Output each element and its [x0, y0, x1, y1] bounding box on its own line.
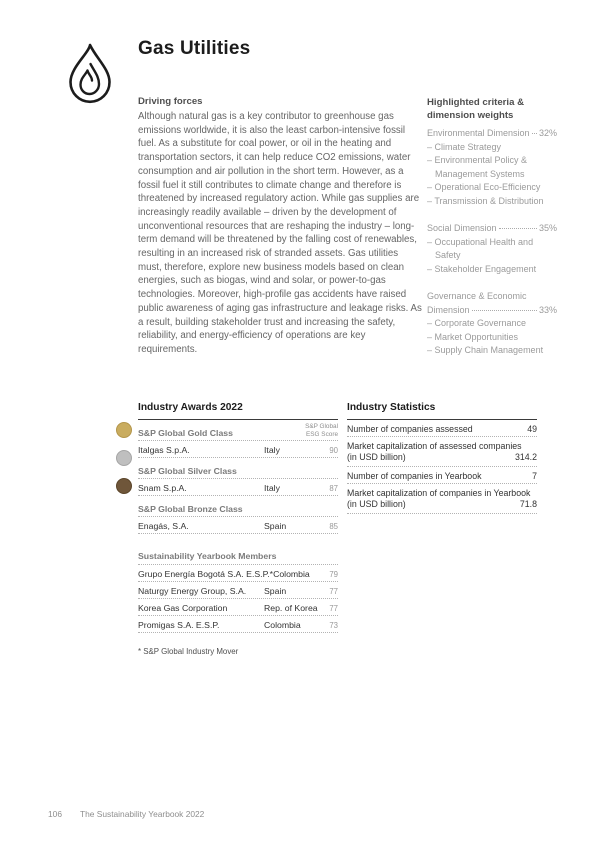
gold-medal-icon — [116, 422, 132, 438]
dimension-weight: 35% — [538, 223, 557, 233]
silver-medal-icon — [116, 450, 132, 466]
member-row — [138, 582, 338, 599]
award-class-label: S&P Global Silver Class — [138, 466, 237, 477]
dimension-label: Social Dimension — [427, 223, 497, 233]
criterion-item: – Corporate Governance — [427, 318, 527, 328]
member-row — [138, 599, 338, 616]
award-company-row — [138, 479, 338, 496]
award-class-label: S&P Global Gold Class — [138, 428, 233, 439]
stat-label-unit: (in USD billion) — [347, 452, 406, 462]
criteria-heading — [427, 96, 557, 122]
company-name: Promigas S.A. E.S.P. — [138, 619, 220, 630]
company-score: 87 — [329, 483, 338, 493]
industry-mover-footnote: * S&P Global Industry Mover — [138, 647, 239, 657]
stat-row — [347, 437, 537, 467]
member-row — [138, 616, 338, 633]
criteria-section — [427, 96, 557, 372]
driving-forces-section — [138, 96, 422, 357]
stat-row — [347, 484, 537, 514]
dimension-label: Dimension — [427, 304, 470, 315]
member-row — [138, 565, 338, 582]
industry-statistics-heading: Industry Statistics — [347, 402, 537, 420]
stat-label: Number of companies assessed — [347, 423, 473, 434]
company-name: Grupo Energía Bogotá S.A. E.S.P.* — [138, 568, 274, 579]
esg-score-column-header — [305, 423, 338, 438]
dotted-leader — [472, 310, 537, 311]
company-score: 90 — [329, 445, 338, 455]
company-country: Spain — [264, 520, 287, 531]
criterion-item: – Transmission & Distribution — [427, 195, 544, 206]
criterion-item: – Supply Chain Management — [427, 345, 544, 355]
footer-text: The Sustainability Yearbook 2022 — [80, 809, 205, 819]
criteria-heading-line1: Highlighted criteria & — [427, 97, 525, 108]
dimension-row — [427, 222, 557, 236]
score-header-line1: S&P Global — [305, 423, 338, 430]
yearbook-members-heading: Sustainability Yearbook Members — [138, 551, 338, 565]
stat-value: 314.2 — [514, 452, 537, 462]
award-company-row — [138, 517, 338, 534]
company-score: 85 — [329, 521, 338, 531]
criterion-item: – Stakeholder Engagement — [427, 263, 537, 274]
dimension-row — [427, 127, 557, 141]
award-class-row — [138, 458, 338, 479]
dimension-row — [427, 304, 557, 318]
award-class-row — [138, 496, 338, 517]
stat-value: 49 — [527, 423, 537, 434]
dotted-leader — [499, 228, 537, 229]
criterion-item: – Climate Strategy — [427, 141, 502, 152]
stat-value: 7 — [532, 470, 537, 481]
driving-forces-heading: Driving forces — [138, 96, 203, 107]
company-country: Italy — [264, 444, 280, 455]
score-header-line2: ESG Score — [306, 430, 338, 438]
industry-awards-heading: Industry Awards 2022 — [138, 402, 338, 420]
dimension-group-social — [427, 222, 557, 276]
award-class-label: S&P Global Bronze Class — [138, 504, 243, 515]
stat-value: 71.8 — [519, 499, 537, 509]
page-title: Gas Utilities — [138, 38, 251, 59]
company-name: Snam S.p.A. — [138, 482, 187, 493]
criterion-item: – Occupational Health and Safety — [427, 236, 534, 260]
company-name: Korea Gas Corporation — [138, 602, 228, 613]
company-name: Naturgy Energy Group, S.A. — [138, 585, 247, 596]
company-country: Spain — [264, 585, 287, 596]
company-country: Rep. of Korea — [264, 602, 318, 613]
criterion-item: – Environmental Policy & Management Systems — [427, 155, 528, 179]
stat-row — [347, 420, 537, 437]
page-footer — [48, 809, 204, 819]
company-score: 77 — [329, 603, 338, 613]
dimension-group-governance — [427, 290, 557, 358]
page-number: 106 — [48, 809, 62, 819]
company-country: Italy — [264, 482, 280, 493]
company-score: 77 — [329, 586, 338, 596]
criteria-heading-line2: dimension weights — [427, 110, 514, 121]
bronze-medal-icon — [116, 478, 132, 494]
company-country: Colombia — [273, 568, 310, 579]
dimension-weight: 33% — [538, 304, 557, 315]
dimension-label: Environmental Dimension — [427, 128, 530, 138]
company-name: Enagás, S.A. — [138, 520, 189, 531]
award-class-row — [138, 420, 338, 441]
stat-label: Number of companies in Yearbook — [347, 470, 482, 481]
criterion-item: – Market Opportunities — [427, 331, 519, 342]
flame-icon — [56, 40, 124, 110]
criterion-item: – Operational Eco-Efficiency — [427, 182, 541, 192]
dimension-group-environmental — [427, 127, 557, 208]
dotted-leader — [532, 133, 537, 134]
yearbook-members-section — [138, 551, 338, 633]
company-name: Italgas S.p.A. — [138, 444, 190, 455]
driving-forces-body: Although natural gas is a key contributor to greenhouse gas emissions worldwide, it is also the least carbon-intensive fossil fuel. As a substitute for coal power, or oil in the heating and transportation sectors, it can help reduce CO2 emissions, water consumption and air pollution in the short term. However, as a fossil fuel it still contributes to climate change and therefore is threatened by increased regulatory action. While gas supplies are increasingly readily available – driven by the development of unconventional resources that are reshaping the industry – long-term demand will be threatened by the falling cost of renewables, resulting in an increased risk of stranded assets. Gas utilities must, therefore, explore new business models based on clean energies, such as biogas, wind and solar, or power-to-gas technologies. Moreover, high-profile gas accidents have raised public awareness of aging gas infrastructure and leakage risks. As a result, building stakeholder trust and increasing the safety, reliability, and energy-efficiency of operations are key requirements. — [138, 111, 422, 355]
dimension-label-line1: Governance & Economic — [427, 291, 527, 301]
award-company-row — [138, 441, 338, 458]
stat-label-unit: (in USD billion) — [347, 499, 406, 509]
stat-label: Market capitalization of companies in Yearbook — [347, 487, 531, 498]
company-country: Colombia — [264, 619, 301, 630]
stat-label: Market capitalization of assessed companies — [347, 440, 522, 451]
industry-awards-section — [138, 402, 338, 656]
industry-statistics-section — [347, 402, 537, 514]
dimension-weight: 32% — [538, 128, 557, 138]
company-score: 73 — [329, 620, 338, 630]
stat-row — [347, 467, 537, 484]
company-score: 79 — [329, 569, 338, 579]
